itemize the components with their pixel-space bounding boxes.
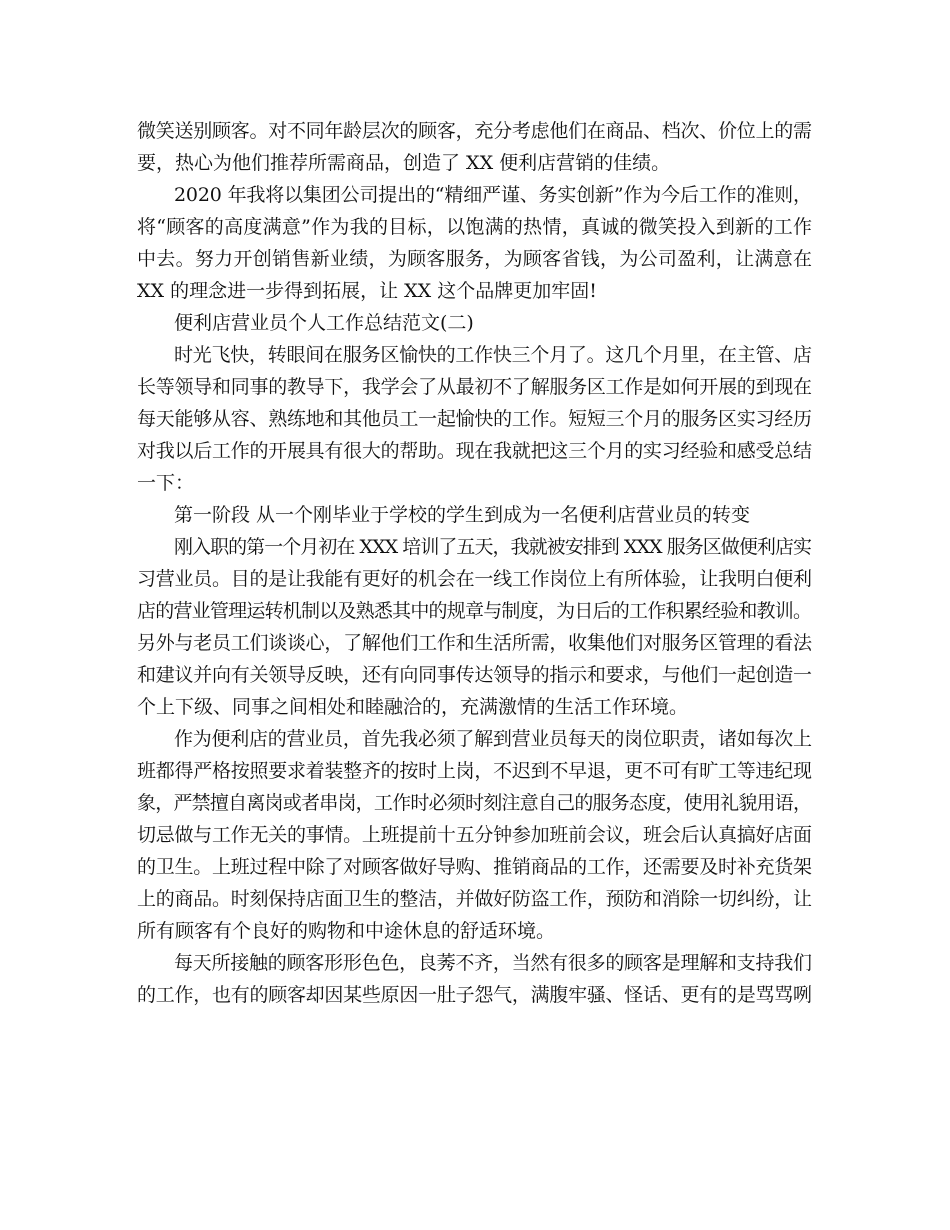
- text-line-content: 切忌做与工作无关的事情。上班提前十五分钟参加班前会议，班会后认真搞好店面: [137, 824, 812, 846]
- text-line-content: 第一阶段 从一个刚毕业于学校的学生到成为一名便利店营业员的转变: [174, 504, 751, 526]
- text-line: [0, 500, 950, 530]
- text-line: [0, 564, 950, 594]
- text-line-content: 对我以后工作的开展具有很大的帮助。现在我就把这三个月的实习经验和感受总结: [137, 440, 812, 462]
- text-line: [0, 244, 950, 274]
- text-line: [0, 692, 950, 722]
- text-line: [0, 372, 950, 402]
- text-line-content: 时光飞快，转眼间在服务区愉快的工作快三个月了。这几个月里，在主管、店: [174, 344, 812, 366]
- text-line-content: 每天能够从容、熟练地和其他员工一起愉快的工作。短短三个月的服务区实习经历: [137, 408, 812, 430]
- text-line-content: 刚入职的第一个月初在 XXX 培训了五天，我就被安排到 XXX 服务区做便利店实: [174, 536, 812, 558]
- text-line-content: 的卫生。上班过程中除了对顾客做好导购、推销商品的工作，还需要及时补充货架: [137, 856, 812, 878]
- text-line-content: 和建议并向有关领导反映，还有向同事传达领导的指示和要求，与他们一起创造一: [137, 664, 812, 686]
- text-line-content: 微笑送别顾客。对不同年龄层次的顾客，充分考虑他们在商品、档次、价位上的需: [137, 120, 812, 142]
- text-line: [0, 884, 950, 914]
- text-line-content: 2020 年我将以集团公司提出的“精细严谨、务实创新”作为今后工作的准则，: [174, 184, 812, 206]
- text-line: [0, 308, 950, 338]
- text-line: [0, 948, 950, 978]
- text-line: [0, 180, 950, 210]
- text-line: [0, 980, 950, 1010]
- text-line: [0, 212, 950, 242]
- text-line: [0, 820, 950, 850]
- text-line: [0, 404, 950, 434]
- text-line: [0, 628, 950, 658]
- text-line-content: 个上下级、同事之间相处和睦融洽的，充满激情的生活工作环境。: [137, 696, 689, 718]
- text-line-content: 作为便利店的营业员，首先我必须了解到营业员每天的岗位职责，诸如每次上: [174, 728, 812, 750]
- text-line-content: 上的商品。时刻保持店面卫生的整洁，并做好防盗工作，预防和消除一切纠纷，让: [137, 888, 812, 910]
- text-line: [0, 852, 950, 882]
- text-line: [0, 660, 950, 690]
- text-line: [0, 596, 950, 626]
- text-line-content: 长等领导和同事的教导下，我学会了从最初不了解服务区工作是如何开展的到现在: [137, 376, 812, 398]
- text-line: [0, 340, 950, 370]
- text-line-content: 的工作，也有的顾客却因某些原因一肚子怨气，满腹牢骚、怪话、更有的是骂骂咧: [137, 984, 812, 1006]
- text-line-content: 每天所接触的顾客形形色色，良莠不齐，当然有很多的顾客是理解和支持我们: [174, 952, 812, 974]
- text-line-content: 将“顾客的高度满意”作为我的目标，以饱满的热情，真诚的微笑投入到新的工作: [137, 216, 813, 238]
- text-line-content: 习营业员。目的是让我能有更好的机会在一线工作岗位上有所体验，让我明白便利: [137, 568, 812, 590]
- text-line-content: 象，严禁擅自离岗或者串岗，工作时必须时刻注意自己的服务态度，使用礼貌用语，: [137, 792, 812, 814]
- text-line-content: 一下：: [137, 472, 195, 494]
- text-line: [0, 916, 950, 946]
- text-line-content: 另外与老员工们谈谈心，了解他们工作和生活所需，收集他们对服务区管理的看法: [137, 632, 812, 654]
- text-line-content: XX 的理念进一步得到拓展，让 XX 这个品牌更加牢固!: [137, 280, 597, 302]
- text-line: [0, 436, 950, 466]
- text-line-content: 所有顾客有个良好的购物和中途休息的舒适环境。: [137, 920, 556, 942]
- text-line: [0, 116, 950, 146]
- text-line: [0, 276, 950, 306]
- text-line: [0, 724, 950, 754]
- text-line: [0, 756, 950, 786]
- text-line: [0, 148, 950, 178]
- text-line-content: 便利店营业员个人工作总结范文(二): [174, 312, 474, 334]
- text-line-content: 要，热心为他们推荐所需商品，创造了 XX 便利店营销的佳绩。: [137, 152, 671, 174]
- text-line: [0, 532, 950, 562]
- text-line: [0, 788, 950, 818]
- text-line-content: 中去。努力开创销售新业绩，为顾客服务，为顾客省钱，为公司盈利，让满意在: [137, 248, 813, 270]
- text-line: [0, 468, 950, 498]
- text-line-content: 店的营业管理运转机制以及熟悉其中的规章与制度，为日后的工作积累经验和教训。: [137, 600, 812, 622]
- text-line-content: 班都得严格按照要求着装整齐的按时上岗，不迟到不早退，更不可有旷工等违纪现: [137, 760, 812, 782]
